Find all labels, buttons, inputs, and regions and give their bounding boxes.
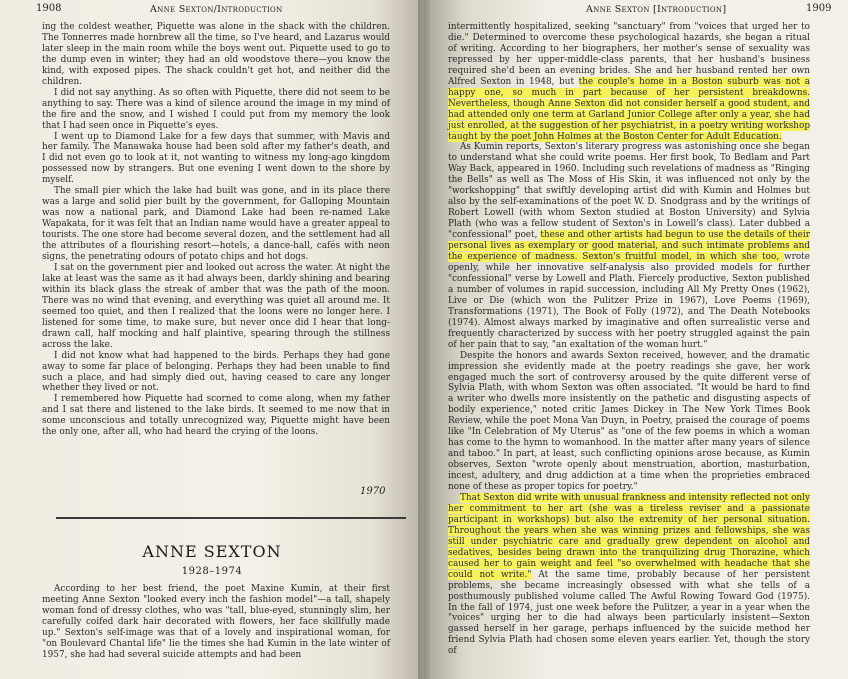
paragraph xyxy=(448,493,810,657)
right-page xyxy=(424,0,848,679)
highlighted-text: That Sexton did write with unusual frankness and intensity reflected not only her commitment to her art (she was a tireless reviser and a passionate participant in workshops) but also the extremity of her personal situation. Throughout the years when she was winning prizes and fellowships, she was still under psychiatric care and gradually grew dependent on alcohol and sedatives, besides being drawn into the tranquilizing drug Thorazine, which caused her to gain weight and feel "so overwhelmed with headache that she could not write." xyxy=(448,492,810,580)
paragraph: The small pier which the lake had built was gone, and in its place there was a large and solid pier built by the government, for Galloping Mountain was now a national park, and Diamond Lake had been re-named Lake Wapakata, for it was felt that an Indian name would have a greater appeal to tourists. The one store had become several dozen, and the settlement had all the attributes of a flourishing resort—hotels, a dance-hall, cafés with neon signs, the penetrating odours of potato chips and hot dogs. xyxy=(42,186,390,263)
right-text-column xyxy=(448,22,810,657)
highlighted-text: the couple's home in a Boston suburb was not a happy one, so much in part because of her persistent breakdowns. Nevertheless, though Anne Sexton did not consider herself a good student, and had attended only one term at Garland Junior College after only a year, she had just enrolled, at the suggestion of her psychiatrist, in a poetry writing workshop taught by the poet John Holmes at the Boston Center for Adult Education. xyxy=(448,76,811,142)
running-head-left: Anne Sexton/Introduction xyxy=(150,4,283,15)
text-segment: At the same time, probably because of her persistent problems, she became increasingly obsessed with what she tells of a posthumously published volume called The Awful Rowing Toward God (1975). In the fall of 1974, just one week before the Pulitzer, a year in a year when the "voices" urging her to die had always been particularly insistent—Sexton gassed herself in her garage, perhaps influenced by the suicide method her friend Sylvia Plath had chosen some eleven years earlier. Yet, though the story of xyxy=(448,569,810,657)
paragraph: I did not say anything. As so often with Piquette, there did not seem to be anything to say. There was a kind of silence around the image in my mind of the fire and the snow, and I wished I could put from my memory the look that I had seen once in Piquette's eyes. xyxy=(42,87,390,131)
publication-year: 1970 xyxy=(360,486,386,497)
paragraph xyxy=(448,142,810,350)
text-segment: intermittently hospitalized, seeking "sanctuary" from "voices that urged her to die." Determined to overcome these psychological hazards, she began a ritual of writing. According to her biographers, her mother's sense of sexuality was repressed by her upper-middle-class parents, that her husband's business required she'd been an evening brides. She and her husband rented her own Alfred Sexton in 1948, but xyxy=(448,22,810,87)
bio-paragraph: According to her best friend, the poet Maxine Kumin, at their first meeting Anne Sexton "looked every inch the fashion model"—a tall, shapely woman fond of dressy clothes, who was "tall, blue-eyed, stunningly slim, her carefully coifed dark hair decorated with flowers, her face skillfully made up." Sexton's self-image was that of a lovely and inspirational woman, for "on Boulevard Chantal life" lie the times she had Kumin in the late winter of 1957, she had had several suicide attempts and had been xyxy=(42,584,390,660)
author-dates: 1928–1974 xyxy=(181,566,243,577)
bio-column xyxy=(42,584,390,661)
paragraph: ing the coldest weather, Piquette was alone in the shack with the children. The Tonnerres made hornbrew all the time, so I've heard, and Lazarus would later sleep in the main room while the boys went out. Piquette used to go to the dump even in winter; they had an old woodstove there—you know the kind, with exposed pipes. The shack couldn't get hot, and neither did the children. xyxy=(42,22,390,87)
paragraph: I went up to Diamond Lake for a few days that summer, with Mavis and her family. The Manawaka house had been sold after my father's death, and I did not even go to look at it, not wanting to witness my long-ago kingdom possessed now by strangers. But one evening I went down to the shore by myself. xyxy=(42,131,390,186)
page-number-left: 1908 xyxy=(36,3,62,14)
paragraph: I remembered how Piquette had scorned to come along, when my father and I sat there and listened to the lake birds. It seemed to me now that in some unconscious and totally unrecognized way, Piquette might have been the only one, after all, who had heard the crying of the loons. xyxy=(42,394,390,438)
running-head-right: Anne Sexton [Introduction] xyxy=(586,4,727,15)
text-segment: As Kumin reports, Sexton's literary progress was astonishing once she began to understand what she could write poems. Her first book, To Bedlam and Part Way Back, appeared in 1960. Including such revelations of madness as "Ringing the Bells" as well as The Moss of His Skin, it was influenced not only by the "workshopping" that swiftly developing artist did with Kumin and Holmes but also by the self-examinations of the poet W. D. Snodgrass and by the writings of Robert Lowell (with whom Sexton studied at Boston University) and Sylvia Plath (who was a fellow student of Sexton's in Lowell's class). Later dubbed a "confessional" poet, xyxy=(448,142,810,241)
text-segment: Despite the honors and awards Sexton received, however, and the dramatic impression she evidently made at the poetry readings she gave, her work engaged much the sort of controversy aroused by the quite different verse of Sylvia Plath, with whom Sexton was often associated. "It would be hard to find a writer who dwells more insistently on the pathetic and disgusting aspects of bodily experience," noted critic James Dickey in The New York Times Book Review, while the poet Mona Van Duyn, in Poetry, praised the courage of poems like "In Celebration of My Uterus" as "one of the few poems in which a woman has come to the hymn to womanhood. In the matter after many years of silence and taboo." In part, at least, such conflicting opinions arose because, as Kumin observes, Sexton "wrote openly about menstruation, abortion, masturbation, incest, adultery, and drug addiction at a time when the proprieties embraced none of these as proper topics for poetry." xyxy=(448,350,810,493)
paragraph: I sat on the government pier and looked out across the water. At night the lake at least was the same as it had always been, darkly shining and bearing within its black glass the streak of amber that was the path of the moon. There was no wind that evening, and everything was quiet all around me. It seemed too quiet, and then I realized that the loons were no longer here. I listened for some time, to make sure, but never once did I hear that long-drawn call, half mocking and half plaintive, spearing through the stillness across the lake. xyxy=(42,262,390,350)
highlighted-text: these and other artists had begun to use the details of their personal lives as exemplary or good material, and such intimate problems and the experience of madness. Sexton's fruitful model, in which she too, xyxy=(448,230,810,263)
paragraph xyxy=(448,351,810,493)
text-segment: wrote openly, while her innovative self-analysis also provided models for further "confessional" verse by Lowell and Plath. Fiercely productive, Sexton published a number of volumes in rapid succession, including All My Pretty Ones (1962), Live or Die (which won the Pulitzer Prize in 1967), Love Poems (1969), Transformations (1971), The Book of Folly (1972), and The Death Notebooks (1974). Almost always marked by imaginative and often surrealistic verse and frequently characterized by success with her poetry struggled against the pain of her pain that to say, "an exaltation of the woman hurt." xyxy=(448,252,810,350)
page-number-right: 1909 xyxy=(806,3,832,14)
left-text-column xyxy=(42,22,390,438)
paragraph: I did not know what had happened to the birds. Perhaps they had gone away to some far place of belonging. Perhaps they had been unable to find such a place, and had simply died out, having ceased to care any longer whether they lived or not. xyxy=(42,350,390,394)
section-divider xyxy=(56,517,406,519)
author-heading: ANNE SEXTON xyxy=(142,542,282,561)
paragraph xyxy=(448,22,810,142)
